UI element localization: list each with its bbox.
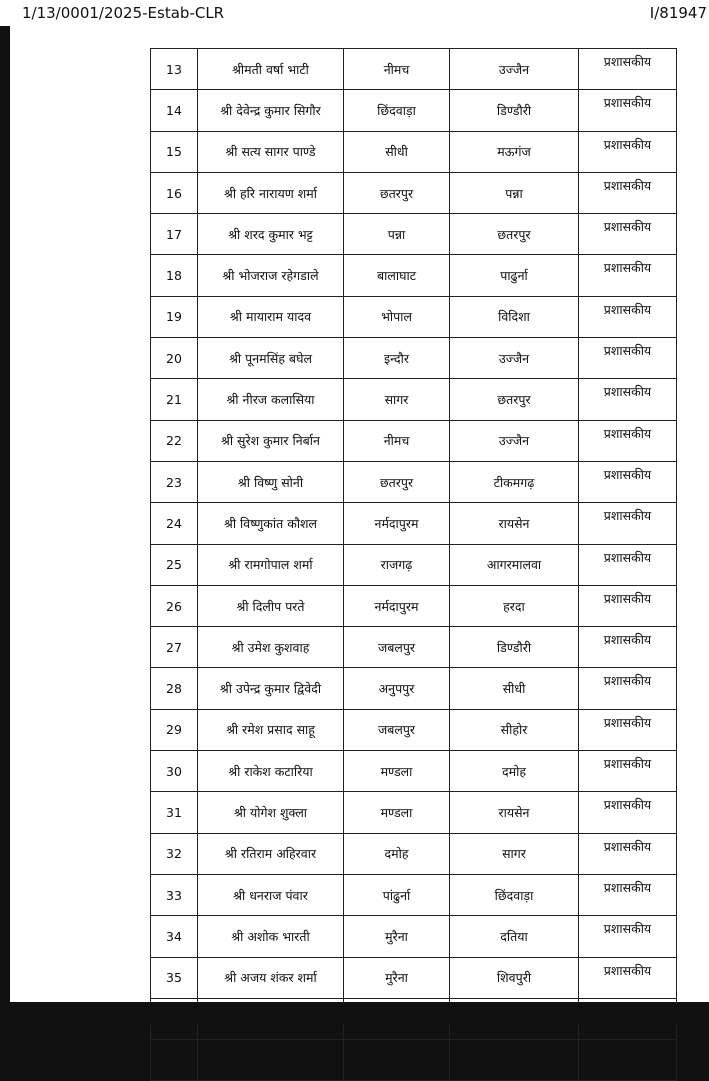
transfer-table xyxy=(150,48,677,1081)
employee-name-cell: श्री शरद कुमार भट्ट xyxy=(198,214,344,255)
transfer-district-cell: उज्जैन xyxy=(450,420,579,461)
employee-name-cell: श्री पूनमसिंह बघेल xyxy=(198,338,344,379)
employee-name-cell: श्री हिम्मतसिंह सनोडिया xyxy=(198,1040,344,1081)
transfer-type-cell: प्रशासकीय xyxy=(579,544,677,585)
current-district-cell: नीमच xyxy=(344,49,450,90)
serial-number-cell: 35 xyxy=(151,957,198,998)
current-district-cell: पांढुर्ना xyxy=(344,874,450,915)
transfer-type-cell: प्रशासकीय xyxy=(579,792,677,833)
file-reference-number: 1/13/0001/2025-Estab-CLR xyxy=(22,4,225,22)
current-district-cell: मण्डला xyxy=(344,751,450,792)
transfer-type-cell: प्रशासकीय xyxy=(579,627,677,668)
current-district-cell: सागर xyxy=(344,379,450,420)
transfer-type-cell: प्रशासकीय xyxy=(579,833,677,874)
transfer-type-cell: प्रशासकीय xyxy=(579,420,677,461)
serial-number-cell: 19 xyxy=(151,296,198,337)
employee-name-cell: श्री मायाराम यादव xyxy=(198,296,344,337)
transfer-district-cell: दतिया xyxy=(450,916,579,957)
table-row xyxy=(151,296,677,337)
employee-name-cell: श्री रमेश प्रसाद साहू xyxy=(198,709,344,750)
table-row xyxy=(151,957,677,998)
serial-number-cell: 30 xyxy=(151,751,198,792)
serial-number-cell: 26 xyxy=(151,585,198,626)
transfer-district-cell: सागर xyxy=(450,833,579,874)
transfer-type-cell: प्रशासकीय xyxy=(579,709,677,750)
table-row xyxy=(151,172,677,213)
table-row xyxy=(151,544,677,585)
employee-name-cell: श्री रामगोपाल शर्मा xyxy=(198,544,344,585)
transfer-type-cell: प्रशासकीय xyxy=(579,668,677,709)
bottom-border xyxy=(0,1002,709,1024)
transfer-table-body xyxy=(151,49,677,1081)
serial-number-cell: 28 xyxy=(151,668,198,709)
transfer-district-cell: टीकमगढ़ xyxy=(450,461,579,502)
table-row xyxy=(151,833,677,874)
document-page xyxy=(10,26,709,1068)
transfer-district-cell: शिवपुरी xyxy=(450,957,579,998)
current-district-cell: राजगढ़ xyxy=(344,544,450,585)
current-district-cell: नीमच xyxy=(344,420,450,461)
current-district-cell: भोपाल xyxy=(344,296,450,337)
employee-name-cell: श्री उमेश कुशवाह xyxy=(198,627,344,668)
table-row xyxy=(151,255,677,296)
current-district-cell: मुरैना xyxy=(344,957,450,998)
transfer-district-cell: छतरपुर xyxy=(450,214,579,255)
transfer-type-cell: प्रशासकीय xyxy=(579,461,677,502)
current-district-cell: जबलपुर xyxy=(344,709,450,750)
serial-number-cell: 14 xyxy=(151,90,198,131)
transfer-type-cell: प्रशासकीय xyxy=(579,751,677,792)
transfer-district-cell: मऊगंज xyxy=(450,131,579,172)
employee-name-cell: श्री राकेश कटारिया xyxy=(198,751,344,792)
employee-name-cell: श्री सुरेश कुमार निर्बान xyxy=(198,420,344,461)
transfer-type-cell: प्रशासकीय xyxy=(579,338,677,379)
table-row xyxy=(151,627,677,668)
transfer-type-cell: प्रशासकीय xyxy=(579,296,677,337)
employee-name-cell: श्री दिलीप परते xyxy=(198,585,344,626)
table-row xyxy=(151,874,677,915)
transfer-type-cell: प्रशासकीय xyxy=(579,90,677,131)
employee-name-cell: श्री रतिराम अहिरवार xyxy=(198,833,344,874)
employee-name-cell: श्री भोजराज रहेगडाले xyxy=(198,255,344,296)
current-district-cell: अनुपपुर xyxy=(344,668,450,709)
transfer-type-cell: प्रशासकीय xyxy=(579,957,677,998)
current-district-cell: बालाघाट xyxy=(344,255,450,296)
table-row xyxy=(151,49,677,90)
document-header xyxy=(0,0,709,26)
transfer-type-cell: प्रशासकीय xyxy=(579,49,677,90)
employee-name-cell: श्री अशोक भारती xyxy=(198,916,344,957)
table-row xyxy=(151,461,677,502)
employee-name-cell: श्री उपेन्द्र कुमार द्विवेदी xyxy=(198,668,344,709)
transfer-district-cell: उज्जैन xyxy=(450,338,579,379)
transfer-district-cell: छिंदवाड़ा xyxy=(450,874,579,915)
transfer-type-cell: प्रशासकीय xyxy=(579,214,677,255)
table-row xyxy=(151,585,677,626)
table-row xyxy=(151,503,677,544)
serial-number-cell: 22 xyxy=(151,420,198,461)
serial-number-cell: 20 xyxy=(151,338,198,379)
transfer-district-cell: छतरपुर xyxy=(450,379,579,420)
current-district-cell: सिवनी xyxy=(344,1040,450,1081)
table-row xyxy=(151,214,677,255)
current-district-cell: इन्दौर xyxy=(344,338,450,379)
transfer-type-cell: प्रशासकीय xyxy=(579,131,677,172)
serial-number-cell: 18 xyxy=(151,255,198,296)
current-district-cell: छतरपुर xyxy=(344,172,450,213)
current-district-cell: पन्ना xyxy=(344,214,450,255)
serial-number-cell: 29 xyxy=(151,709,198,750)
transfer-type-cell: प्रशासकीय xyxy=(579,255,677,296)
table-row xyxy=(151,131,677,172)
transfer-type-cell: प्रशासकीय xyxy=(579,503,677,544)
table-row xyxy=(151,709,677,750)
transfer-district-cell: विदिशा xyxy=(450,296,579,337)
serial-number-cell: 33 xyxy=(151,874,198,915)
serial-number-cell: 16 xyxy=(151,172,198,213)
transfer-type-cell: प्रशासकीय xyxy=(579,172,677,213)
serial-number-cell: 24 xyxy=(151,503,198,544)
employee-name-cell: श्री सत्य सागर पाण्डे xyxy=(198,131,344,172)
employee-name-cell: श्री धनराज पंवार xyxy=(198,874,344,915)
current-district-cell: छिंदवाड़ा xyxy=(344,90,450,131)
table-row xyxy=(151,90,677,131)
serial-number-cell: 37 xyxy=(151,1040,198,1081)
employee-name-cell: श्री योगेश शुक्ला xyxy=(198,792,344,833)
current-district-cell: छतरपुर xyxy=(344,461,450,502)
transfer-district-cell: दमोह xyxy=(450,751,579,792)
table-row xyxy=(151,668,677,709)
transfer-type-cell: प्रशासकीय xyxy=(579,916,677,957)
serial-number-cell: 15 xyxy=(151,131,198,172)
table-row xyxy=(151,916,677,957)
serial-number-cell: 31 xyxy=(151,792,198,833)
employee-name-cell: श्री नीरज कलासिया xyxy=(198,379,344,420)
current-district-cell: दमोह xyxy=(344,833,450,874)
current-district-cell: मण्डला xyxy=(344,792,450,833)
serial-number-cell: 27 xyxy=(151,627,198,668)
table-row xyxy=(151,420,677,461)
current-district-cell: मुरैना xyxy=(344,916,450,957)
table-row xyxy=(151,379,677,420)
current-district-cell: नर्मदापुरम xyxy=(344,503,450,544)
serial-number-cell: 21 xyxy=(151,379,198,420)
table-row xyxy=(151,751,677,792)
current-district-cell: नर्मदापुरम xyxy=(344,585,450,626)
dispatch-number: I/81947 xyxy=(649,4,707,22)
transfer-district-cell: बैतूल xyxy=(450,1040,579,1081)
transfer-district-cell: डिण्डौरी xyxy=(450,627,579,668)
serial-number-cell: 34 xyxy=(151,916,198,957)
table-row xyxy=(151,792,677,833)
transfer-district-cell: हरदा xyxy=(450,585,579,626)
serial-number-cell: 23 xyxy=(151,461,198,502)
serial-number-cell: 13 xyxy=(151,49,198,90)
transfer-district-cell: रायसेन xyxy=(450,792,579,833)
serial-number-cell: 25 xyxy=(151,544,198,585)
transfer-type-cell: प्रशासकीय xyxy=(579,585,677,626)
serial-number-cell: 17 xyxy=(151,214,198,255)
employee-name-cell: श्री देवेन्द्र कुमार सिगौर xyxy=(198,90,344,131)
transfer-district-cell: उज्जैन xyxy=(450,49,579,90)
transfer-district-cell: रायसेन xyxy=(450,503,579,544)
employee-name-cell: श्री अजय शंकर शर्मा xyxy=(198,957,344,998)
transfer-district-cell: पाढुर्ना xyxy=(450,255,579,296)
transfer-district-cell: आगरमालवा xyxy=(450,544,579,585)
transfer-district-cell: डिण्डौरी xyxy=(450,90,579,131)
employee-name-cell: श्रीमती वर्षा भाटी xyxy=(198,49,344,90)
current-district-cell: सीधी xyxy=(344,131,450,172)
transfer-type-cell: प्रशासकीय xyxy=(579,874,677,915)
serial-number-cell: 32 xyxy=(151,833,198,874)
transfer-type-cell: प्रशासकीय xyxy=(579,379,677,420)
transfer-district-cell: सीधी xyxy=(450,668,579,709)
current-district-cell: जबलपुर xyxy=(344,627,450,668)
employee-name-cell: श्री हरि नारायण शर्मा xyxy=(198,172,344,213)
transfer-district-cell: सीहोर xyxy=(450,709,579,750)
table-row xyxy=(151,338,677,379)
transfer-district-cell: पन्ना xyxy=(450,172,579,213)
employee-name-cell: श्री विष्णु सोनी xyxy=(198,461,344,502)
employee-name-cell: श्री विष्णुकांत कौशल xyxy=(198,503,344,544)
table-row xyxy=(151,1040,677,1081)
transfer-type-cell: प्रशासकीय xyxy=(579,1040,677,1081)
